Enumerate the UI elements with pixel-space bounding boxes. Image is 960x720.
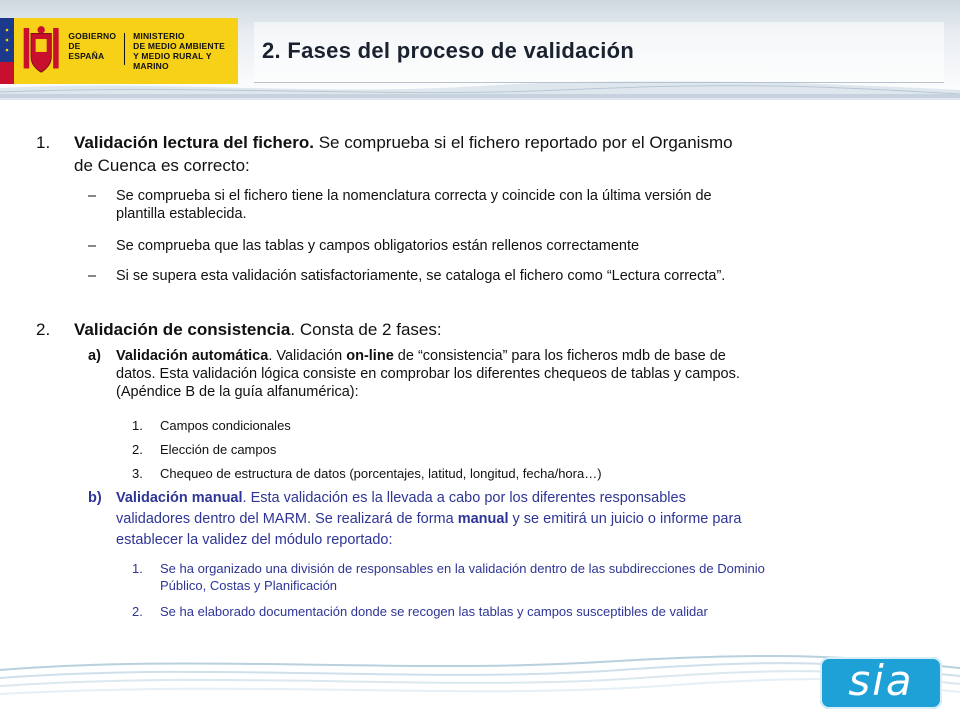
section1-bullet-1: Se comprueba si el fichero tiene la nomenclatura correcta y coincide con la última versión de [116,188,712,204]
subsection-a-line3: (Apéndice B de la guía alfanumérica): [116,384,359,400]
subsection-a-item-3-number: 3. [132,466,143,481]
section1-heading: Validación lectura del fichero. Se comprueba si el fichero reportado por el Organismo [74,133,733,152]
section1-heading-cont: de Cuenca es correcto: [74,156,250,175]
subsection-b-item-2: Se ha elaborado documentación donde se recogen las tablas y campos susceptibles de validar [160,604,708,619]
page-title: 2. Fases del proceso de validación [262,38,635,63]
section1-bullet-1-cont: plantilla establecida. [116,206,247,222]
subsection-a-item-1-number: 1. [132,418,143,433]
sia-logo [820,657,942,709]
subsection-a-item-1: Campos condicionales [160,418,291,433]
section1-bullet-2: Se comprueba que las tablas y campos obligatorios están rellenos correctamente [116,238,640,254]
section1-dash-1: – [88,188,97,204]
subsection-b-line1: Validación manual. Esta validación es la llevada a cabo por los diferentes responsables [116,490,686,506]
section1-bullet-3: Si se supera esta validación satisfactoriamente, se cataloga el fichero como “Lectura correcta”. [116,268,726,284]
subsection-b-line3: establecer la validez del módulo reportado: [116,532,393,548]
subsection-b-item-1-number: 1. [132,561,143,576]
section1-dash-2: – [88,238,97,254]
section2-number: 2. [36,320,51,339]
subsection-a-line1: Validación automática. Validación on-line de “consistencia” para los ficheros mdb de base de [116,348,726,364]
subsection-a-line2: datos. Esta validación lógica consiste en comprobar los diferentes chequeos de tablas y campos. [116,366,740,382]
subsection-a-item-3: Chequeo de estructura de datos (porcentajes, latitud, longitud, fecha/hora…) [160,466,602,481]
subsection-b-line2: validadores dentro del MARM. Se realizará de forma manual y se emitirá un juicio o informe para [116,511,742,527]
section2-heading: Validación de consistencia. Consta de 2 fases: [74,320,442,339]
subsection-b-item-1-cont: Público, Costas y Planificación [160,578,338,593]
subsection-a-marker: a) [88,348,101,364]
subsection-a-item-2: Elección de campos [160,442,277,457]
section1-dash-3: – [88,268,97,284]
sia-logo-text: sia [848,656,914,705]
subsection-b-marker: b) [88,490,102,506]
subsection-a-item-2-number: 2. [132,442,143,457]
logo-text-ministry: MINISTERIO DE MEDIO AMBIENTE Y MEDIO RURAL Y MARINO [133,31,225,71]
footer-wave-decoration [0,640,960,720]
logo-text-government: GOBIERNO DE ESPAÑA [68,31,117,61]
subsection-b-item-1: Se ha organizado una división de responsables en la validación dentro de las subdirecciones de Dominio [160,561,765,576]
section1-number: 1. [36,133,51,152]
subsection-b-item-2-number: 2. [132,604,143,619]
